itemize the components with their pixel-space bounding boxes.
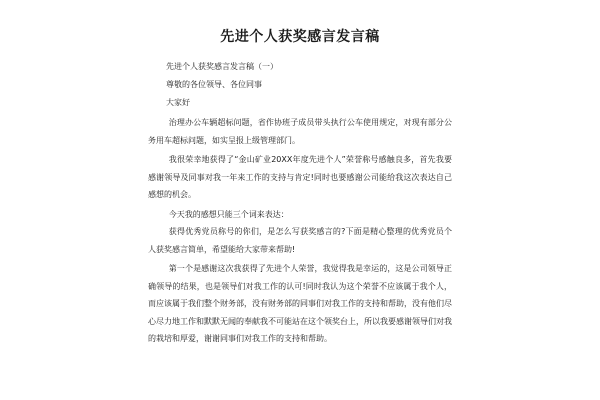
paragraph-3: 今天我的感想只能三个词来表达：: [168, 209, 289, 219]
paragraph-4: 获得优秀党员称号的你们，是怎么写获奖感言的?下面是精心整理的优秀党员个人获奖感言简单，希望能给大家带来帮助!: [148, 227, 452, 254]
document-body: [148, 26, 452, 348]
paragraph-5: 第一个是感谢这次我获得了先进个人荣誉，我觉得我是幸运的，这是公司领导正确领导的结果，也是领导们对我工作的认可!同时我认为这个荣誉不应该属于我个人，而应该属于我们整个财务部，没有财务部的同事们对我工作的支持和帮助，没有他们尽心尽力地工作和默默无闻的奉献我不可能站在这个领奖台上，所以我要感谢领导们对我的栽培和厚爱，谢谢同事们对我工作的支持和帮助。: [148, 264, 452, 343]
document-subtitle: 先进个人获奖感言发言稿（一）: [166, 62, 278, 71]
hello-line: 大家好: [166, 98, 190, 107]
paragraph-1: 治理办公车辆超标问题，省作协班子成员带头执行公车使用规定，对现有部分公务用车超标问题，如实呈报上级管理部门。: [148, 118, 452, 145]
document-title: 先进个人获奖感言发言稿: [220, 29, 380, 45]
paragraph-2: 我很荣幸地获得了“金山矿业20XX年度先进个人”荣誉称号感触良多，首先我要感谢领导及同事对我一年来工作的支持与肯定!同时也要感谢公司能给我这次表达自己感想的机会。: [148, 155, 452, 199]
greeting-line: 尊敬的各位领导、各位同事: [166, 80, 262, 89]
